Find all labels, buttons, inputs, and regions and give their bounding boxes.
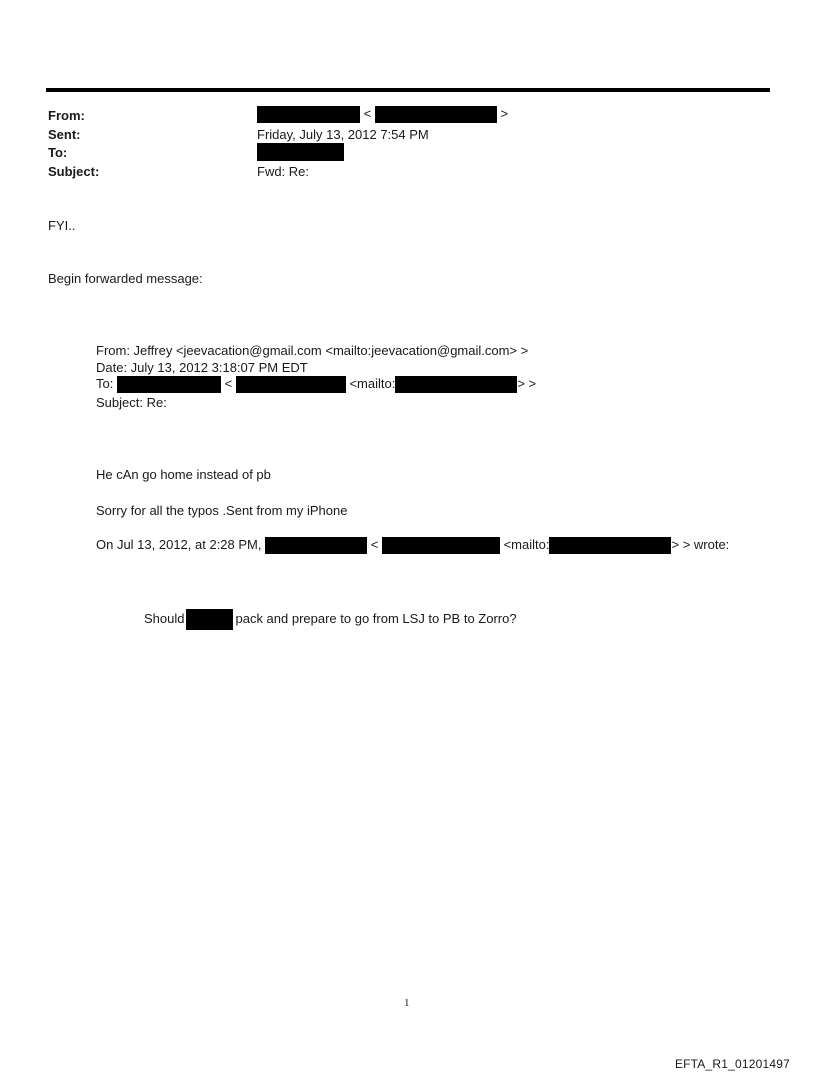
header-divider [46,88,770,92]
sent-value: Friday, July 13, 2012 7:54 PM [257,127,429,142]
message-line-2: Sorry for all the typos .Sent from my iPhone [96,503,348,518]
fwd-to-lt: < [224,376,233,391]
quoted-suffix: pack and prepare to go from LSJ to PB to Zorro? [235,610,517,626]
redaction-box [117,376,221,393]
subject-value: Fwd: Re: [257,164,310,179]
fyi-text: FYI.. [48,218,76,233]
from-lt: < [363,106,372,121]
on-prefix: On Jul 13, 2012, at 2:28 PM, [96,537,262,552]
message-line-1: He cAn go home instead of pb [96,467,271,482]
fwd-to-prefix: To: [96,376,114,391]
redaction-box [549,537,671,554]
fwd-from-line: From: Jeffrey <jeevacation@gmail.com <mailto:jeevacation@gmail.com> > [96,343,529,358]
subject-label: Subject: [48,164,100,179]
from-value [257,106,508,123]
to-label: To: [48,145,68,160]
fwd-date-line: Date: July 13, 2012 3:18:07 PM EDT [96,360,308,375]
redaction-box [236,376,346,393]
on-date-wrote-line [96,537,729,554]
from-gt: > [500,106,509,121]
sent-label: Sent: [48,127,81,142]
redaction-box [375,106,497,123]
quoted-message-line [144,609,517,630]
on-mailto: <mailto: [503,537,550,552]
redaction-box [382,537,500,554]
fwd-subject-line: Subject: Re: [96,395,167,410]
bates-number: EFTA_R1_01201497 [674,1057,790,1071]
redaction-box [265,537,367,554]
fwd-to-suffix: > > [517,376,537,391]
quoted-prefix: Should [144,610,185,626]
on-lt: < [370,537,379,552]
redaction-box [186,609,233,630]
redaction-box [395,376,517,393]
from-label: From: [48,108,85,123]
on-suffix: > > wrote: [671,537,730,552]
begin-forwarded-text: Begin forwarded message: [48,271,203,286]
redaction-box [257,106,360,123]
page-number: 1 [404,997,410,1009]
redaction-box [257,143,344,161]
fwd-to-line [96,376,536,393]
fwd-to-mailto: <mailto: [349,376,396,391]
to-value [257,143,344,161]
